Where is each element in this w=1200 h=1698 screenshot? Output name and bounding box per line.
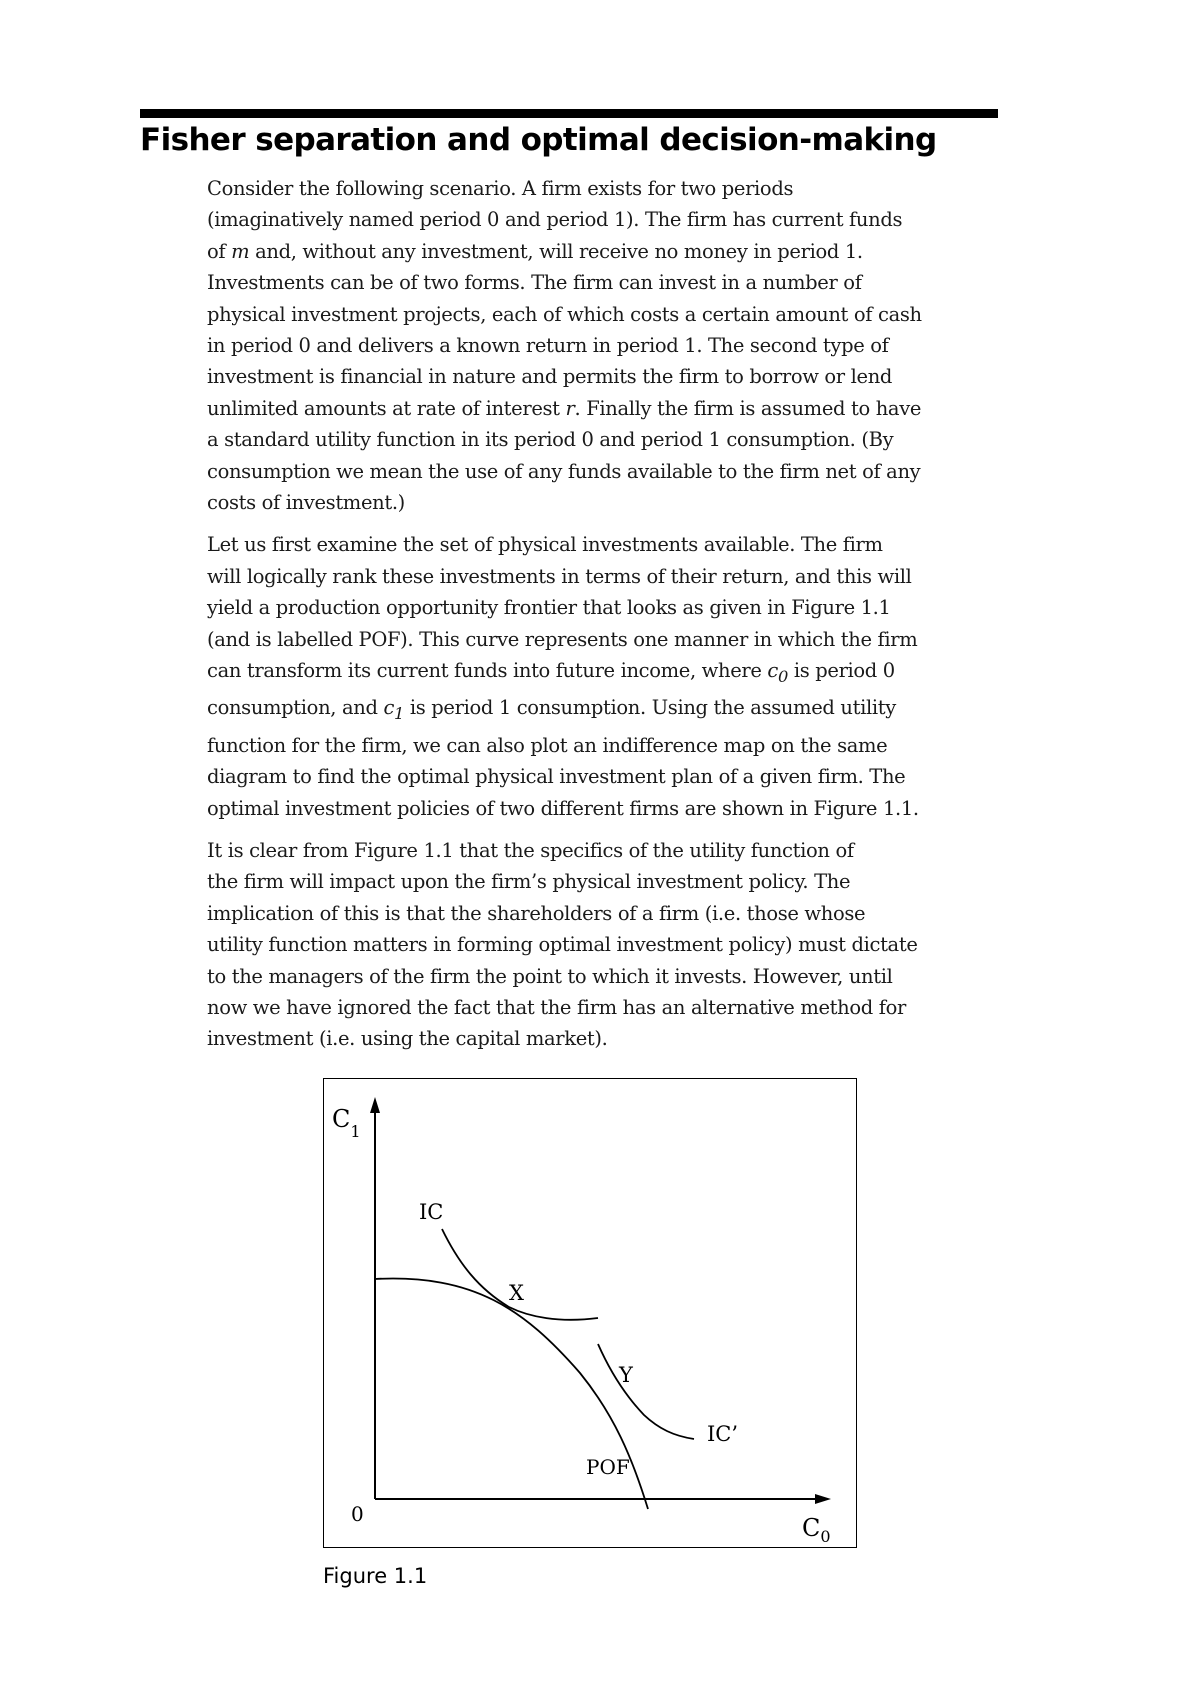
section-heading: Fisher separation and optimal decision-making xyxy=(140,122,937,158)
x-axis-arrow xyxy=(815,1494,831,1504)
text-line: yield a production opportunity frontier that looks as given in Figure 1.1 xyxy=(207,596,891,620)
text-line: will logically rank these investments in terms of their return, and this will xyxy=(207,564,912,588)
text-line: Let us first examine the set of physical investments available. The firm xyxy=(207,533,883,557)
ic-prime-label: IC’ xyxy=(707,1422,739,1446)
text-line: consumption, and $c_1$ is period 1 consumption. Using the assumed utility xyxy=(207,696,896,724)
paragraph-2 xyxy=(207,529,1007,823)
text-line: physical investment projects, each of which costs a certain amount of cash xyxy=(207,302,922,326)
body-text xyxy=(207,173,1007,1066)
point-y-label: Y xyxy=(619,1363,633,1387)
y-axis-label: $C_1$ xyxy=(332,1105,361,1141)
text-line: diagram to find the optimal physical investment plan of a given firm. The xyxy=(207,765,906,789)
text-line: consumption we mean the use of any funds available to the firm net of any xyxy=(207,459,921,483)
figure-1-1 xyxy=(323,1078,857,1548)
origin-label: 0 xyxy=(351,1502,364,1526)
text-line: a standard utility function in its period 0 and period 1 consumption. (By xyxy=(207,428,894,452)
ic-prime-curve xyxy=(598,1344,694,1439)
heading-rule xyxy=(140,109,998,118)
y-axis-arrow xyxy=(370,1097,380,1113)
text-line: optimal investment policies of two different firms are shown in Figure 1.1. xyxy=(207,796,919,820)
text-line: Investments can be of two forms. The firm can invest in a number of xyxy=(207,271,862,295)
text-line: (imaginatively named period 0 and period 1). The firm has current funds xyxy=(207,208,903,232)
ic-label: IC xyxy=(419,1200,444,1224)
text-line: function for the firm, we can also plot an indifference map on the same xyxy=(207,733,888,757)
figure-diagram xyxy=(324,1079,858,1549)
paragraph-3 xyxy=(207,835,1007,1055)
paragraph-1 xyxy=(207,173,1007,518)
pof-label: POF xyxy=(586,1455,630,1479)
text-line: investment is financial in nature and permits the firm to borrow or lend xyxy=(207,365,893,389)
text-line: of m and, without any investment, will receive no money in period 1. xyxy=(207,239,863,263)
text-line: the firm will impact upon the firm’s physical investment policy. The xyxy=(207,870,851,894)
text-line: utility function matters in forming optimal investment policy) must dictate xyxy=(207,933,918,957)
ic-curve xyxy=(442,1229,598,1320)
text-line: It is clear from Figure 1.1 that the specifics of the utility function of xyxy=(207,838,854,862)
text-line: implication of this is that the shareholders of a firm (i.e. those whose xyxy=(207,901,866,925)
text-line: Consider the following scenario. A firm exists for two periods xyxy=(207,177,794,200)
text-line: now we have ignored the fact that the firm has an alternative method for xyxy=(207,995,906,1019)
x-axis-label: $C_0$ xyxy=(802,1514,831,1546)
figure-caption: Figure 1.1 xyxy=(323,1564,428,1588)
text-line: costs of investment.) xyxy=(207,491,405,515)
text-line: unlimited amounts at rate of interest r. Finally the firm is assumed to have xyxy=(207,396,922,420)
text-line: (and is labelled POF). This curve represents one manner in which the firm xyxy=(207,627,918,651)
point-x-label: X xyxy=(509,1281,524,1305)
text-line: in period 0 and delivers a known return in period 1. The second type of xyxy=(207,334,889,358)
text-line: can transform its current funds into future income, where $c_0$ is period 0 xyxy=(207,659,895,686)
text-line: investment (i.e. using the capital market). xyxy=(207,1027,608,1051)
text-line: to the managers of the firm the point to which it invests. However, until xyxy=(207,964,893,988)
